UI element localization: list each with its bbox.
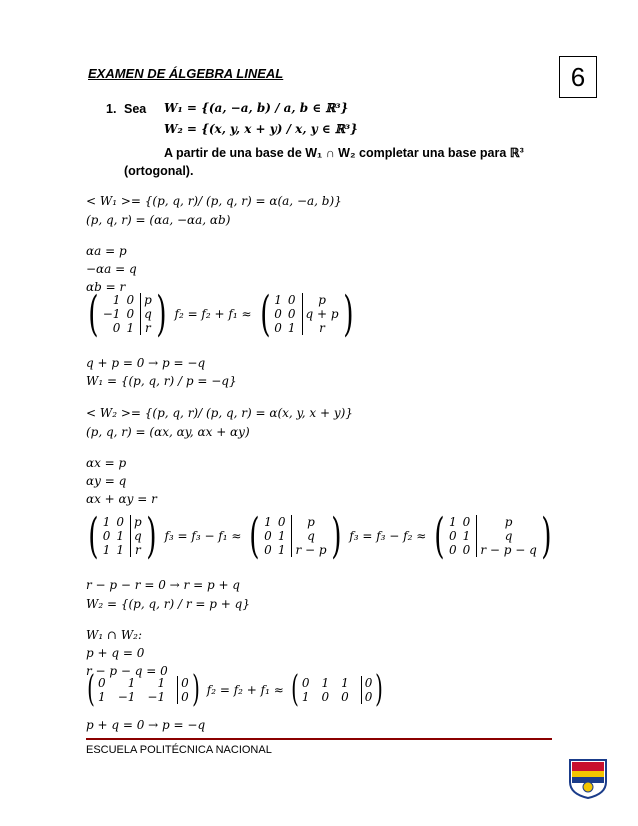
matrix-cell: 1 [102,515,111,529]
row-operation-1: f₂ = f₂ + f₁ ≈ [174,307,252,321]
matrix-cell: 0 [177,690,189,704]
matrix-group-1: ( 1 0 p −1 0 q 0 1 r ) f₂ = f₂ + f₁ ≈ ( 1 0 p 0 0 q + p 0 1 r ) [88,286,354,342]
line-1: < W₁ >= {(p, q, r)/ (p, q, r) = α(a, −a, b)} [86,194,342,208]
matrix-cell: 1 [98,690,106,704]
matrix-cell: 0 [449,529,457,543]
line-3: αa = p [86,244,127,258]
matrix-cell: 0 [126,307,135,321]
matrix-cell: 0 [112,321,121,335]
matrix-cell: 0 [126,293,135,307]
matrix-cell: 0 [264,529,272,543]
matrix-cell: 0 [274,321,282,335]
matrix-cell: r − p [291,543,326,557]
matrix-m2 [274,293,338,335]
matrix-cell: 1 [301,690,310,704]
problem-statement: A partir de una base de W₁ ∩ W₂ completar una base para ℝ³ [164,146,524,160]
matrix-cell: 0 [274,307,282,321]
matrix-cell: 1 [462,529,471,543]
problem-number: 1. [106,102,117,116]
matrix-cell: 1 [127,676,136,690]
matrix-cell: 1 [116,543,125,557]
matrix-cell: p [302,293,339,307]
matrix-cell: 1 [277,529,286,543]
matrix-m6 [98,676,189,704]
row-operation-2: f₃ = f₃ − f₁ ≈ [164,529,242,543]
matrix-cell: q [130,529,142,543]
footer-rule [86,738,552,740]
matrix-cell: 0 [116,515,125,529]
matrix-cell: −1 [117,690,136,704]
matrix-cell: 1 [264,515,272,529]
line-11: αy = q [86,474,127,488]
matrix-cell: 1 [341,676,349,690]
problem-statement-2: (ortogonal). [124,164,194,178]
matrix-cell: 1 [321,676,330,690]
matrix-cell: 0 [264,543,272,557]
matrix-m3 [103,515,142,557]
institution-logo-icon [566,756,610,800]
matrix-cell: 1 [274,293,282,307]
row-operation-3: f₃ = f₃ − f₂ ≈ [349,529,427,543]
matrix-cell: r [140,321,152,335]
matrix-cell: −1 [147,690,166,704]
footer-institution: ESCUELA POLITÉCNICA NACIONAL [86,744,272,756]
matrix-cell: 0 [287,307,296,321]
matrix-cell: 1 [157,676,166,690]
matrix-cell: 1 [126,321,135,335]
matrix-cell: 0 [462,515,471,529]
row-operation-4: f₂ = f₂ + f₁ ≈ [206,683,284,697]
matrix-cell: r [302,321,339,335]
matrix-cell: 1 [277,543,286,557]
line-14: W₂ = {(p, q, r) / r = p + q} [86,597,250,611]
matrix-m4 [264,515,326,557]
matrix-cell: 1 [449,515,457,529]
matrix-cell: 0 [287,293,296,307]
matrix-cell: p [140,293,152,307]
line-4: −αa = q [86,262,137,276]
matrix-m1 [103,293,152,335]
document-title: EXAMEN DE ÁLGEBRA LINEAL [88,66,284,81]
matrix-cell: q [140,307,152,321]
matrix-cell: 0 [321,690,330,704]
matrix-cell: −1 [102,307,121,321]
line-15: W₁ ∩ W₂: [86,628,143,642]
w1-definition: W₁ = {(a, −a, b) / a, b ∈ ℝ³} [164,101,349,115]
w2-definition: W₂ = {(x, y, x + y) / x, y ∈ ℝ³} [164,122,358,136]
matrix-cell: 0 [177,676,189,690]
matrix-cell: 0 [301,676,310,690]
matrix-cell: 0 [98,676,106,690]
line-8: < W₂ >= {(p, q, r)/ (p, q, r) = α(x, y, x + y)} [86,406,353,420]
matrix-cell: q [476,529,536,543]
matrix-m7 [302,676,373,704]
matrix-cell: 0 [361,676,373,690]
matrix-cell: 0 [277,515,286,529]
line-17: r − p − q = 0 [86,664,168,678]
matrix-cell: 0 [102,529,111,543]
matrix-group-3: ( 0 1 1 0 1 −1 −1 0 ) f₂ = f₂ + f₁ ≈ ( 0 1 1 0 1 0 0 0 ) [87,669,384,710]
matrix-cell: 1 [112,293,121,307]
matrix-group-2: ( 1 0 p 0 1 q 1 1 r ) f₃ = f₃ − f₁ ≈ ( 1 0 p 0 1 q 0 1 r − p ) f₃ = f₃ − f₂ ≈ ( 1 0 p 0 1 q 0 0 r − p − q ) [88,508,552,564]
matrix-cell: r [130,543,142,557]
line-7: W₁ = {(p, q, r) / p = −q} [86,374,237,388]
line-10: αx = p [86,456,127,470]
matrix-cell: q + p [302,307,339,321]
matrix-cell: 1 [102,543,111,557]
matrix-cell: r − p − q [476,543,536,557]
page-number-box: 6 [559,56,597,98]
line-12: αx + αy = r [86,492,157,506]
matrix-cell: 0 [341,690,349,704]
matrix-cell: 1 [116,529,125,543]
line-6: q + p = 0 → p = −q [86,356,206,370]
matrix-cell: 0 [462,543,471,557]
matrix-cell: p [130,515,142,529]
matrix-cell: 0 [361,690,373,704]
matrix-cell: q [291,529,326,543]
line-2: (p, q, r) = (αa, −αa, αb) [86,213,231,227]
line-5: αb = r [86,280,126,294]
line-13: r − p − r = 0 → r = p + q [86,578,240,592]
problem-sea: Sea [124,102,147,116]
matrix-cell: p [291,515,326,529]
matrix-m5 [449,515,537,557]
line-16: p + q = 0 [86,646,145,660]
matrix-cell: 1 [287,321,296,335]
matrix-cell: p [476,515,536,529]
matrix-cell: 0 [449,543,457,557]
line-9: (p, q, r) = (αx, αy, αx + αy) [86,425,250,439]
line-18: p + q = 0 → p = −q [86,718,206,732]
